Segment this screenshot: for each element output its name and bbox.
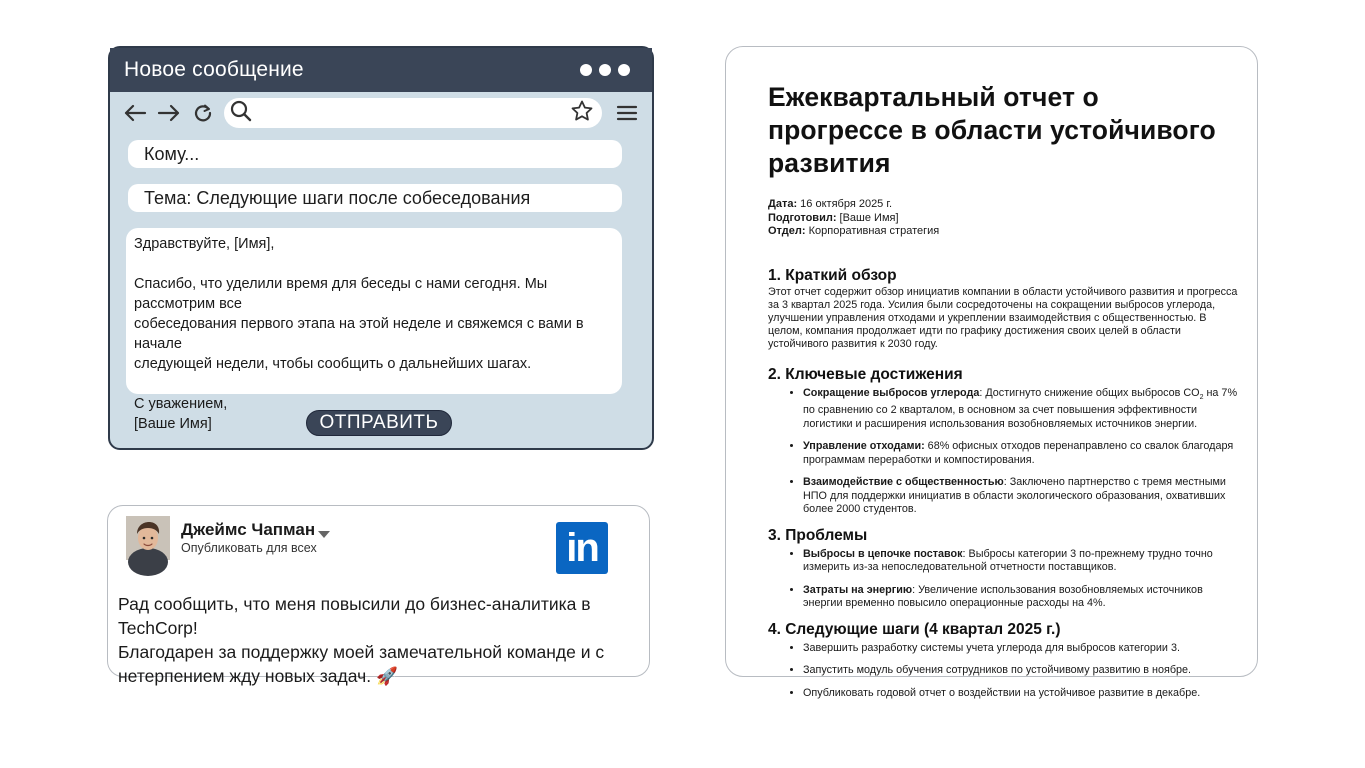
list-item: [803, 440, 1238, 467]
meta-prepared: [768, 212, 1238, 226]
more-options-icon[interactable]: [580, 64, 630, 76]
item-text: : Заключено партнерство с тремя местными НПО для поддержки инициатив в области экологического образования, охвативших более 2000 студентов.: [803, 476, 1226, 516]
search-icon: [230, 100, 252, 127]
dot: [618, 64, 630, 76]
reload-icon[interactable]: [188, 98, 218, 128]
back-arrow-icon[interactable]: [120, 98, 150, 128]
post-text[interactable]: [118, 592, 643, 688]
meta-department: [768, 225, 1238, 239]
signature: [Ваше Имя]: [134, 416, 212, 432]
meta-value: Корпоративная стратегия: [805, 225, 940, 237]
list-item: • Завершить разработку системы учета углерода для выбросов категории 3.: [803, 642, 1238, 656]
item-bold: Выбросы в цепочке поставок: [803, 547, 963, 560]
item-text: 68% офисных отходов перенаправлено со свалок благодаря программам переработки и компостирования.: [803, 440, 1234, 466]
caret-down-icon[interactable]: [318, 526, 330, 544]
greeting: Здравствуйте, [Имя],: [134, 236, 275, 252]
body-line: собеседования первого этапа на этой неделе и свяжемся с вами в начале: [134, 316, 584, 352]
item-bold: Сокращение выбросов углерода: [803, 386, 980, 399]
closing: С уважением,: [134, 396, 228, 412]
section-heading: 1. Краткий обзор: [768, 266, 897, 284]
report-title: Ежеквартальный отчет о прогрессе в области устойчивого развития: [768, 82, 1216, 178]
post-line: нетерпением жду новых задач. 🚀: [118, 666, 398, 686]
meta-value: 16 октября 2025 г.: [797, 198, 893, 210]
subject-field[interactable]: [128, 184, 622, 212]
dot: [599, 64, 611, 76]
list-item: [803, 584, 1238, 611]
meta-label: Дата:: [768, 198, 798, 210]
list-item: [803, 548, 1238, 575]
post-line: Рад сообщить, что меня повысили до бизнес-аналитика в TechCorp!: [118, 594, 591, 638]
linkedin-post-card: [107, 505, 650, 686]
achievements-list: [768, 387, 1238, 517]
address-bar[interactable]: [224, 98, 602, 128]
item-bold: Затраты на энергию: [803, 583, 913, 596]
subject-text: Тема: Следующие шаги после собеседования: [144, 187, 531, 208]
meta-value: [Ваше Имя]: [836, 211, 899, 224]
list-item: • Запустить модуль обучения сотрудников по устойчивому развитию в ноябре.: [803, 664, 1238, 678]
item-text: : Выбросы категории 3 по-прежнему трудно точно измерить из-за непоследовательной отчетности поставщиков.: [803, 547, 1213, 574]
meta-label: Подготовил:: [768, 211, 837, 224]
body-line: Спасибо, что уделили время для беседы с нами сегодня. Мы рассмотрим все: [134, 276, 548, 312]
item-text: : Увеличение использования возобновляемых источников энергии временно повысило операционные расходы на 4%.: [803, 583, 1203, 610]
linkedin-logo-icon: [556, 522, 608, 574]
linkedin-logo-text: in: [566, 525, 598, 570]
report-document: [725, 46, 1258, 699]
email-window-title: Новое сообщение: [124, 58, 304, 81]
challenges-list: [768, 548, 1238, 611]
item-text: : Достигнуто снижение общих выбросов CO: [979, 386, 1200, 399]
item-subscript: 2: [1199, 393, 1204, 401]
next-steps-list: [768, 642, 1238, 701]
email-compose-window: [108, 46, 654, 450]
author-name[interactable]: Джеймс Чапман: [181, 520, 316, 539]
section-heading: 4. Следующие шаги (4 квартал 2025 г.): [768, 620, 1061, 638]
section-heading: 3. Проблемы: [768, 526, 868, 544]
body-line: следующей недели, чтобы сообщить о дальнейших шагах.: [134, 356, 532, 372]
to-field[interactable]: [128, 140, 622, 168]
post-line: Благодарен за поддержку моей замечательной команде и с: [118, 642, 605, 662]
browser-toolbar: [110, 92, 652, 134]
to-placeholder: Кому...: [144, 143, 200, 164]
send-button[interactable]: ОТПРАВИТЬ: [306, 410, 452, 436]
menu-icon[interactable]: [612, 98, 642, 128]
avatar[interactable]: [126, 516, 170, 560]
report-meta: [768, 198, 1238, 239]
list-item: [803, 387, 1238, 432]
item-bold: Управление отходами:: [803, 440, 925, 453]
meta-date: [768, 198, 1238, 212]
forward-arrow-icon[interactable]: [154, 98, 184, 128]
bookmark-star-icon[interactable]: [570, 99, 594, 128]
meta-label: Отдел:: [768, 225, 806, 237]
section-paragraph: Этот отчет содержит обзор инициатив компании в области устойчивого развития и прогресса за 3 квартал 2025 года. Усилия были сосредоточены на сокращении выбросов углерода, улучшении управления отходами и укреплении взаимодействия с общественностью. В целом, компания продолжает идти по графику достижения своих целей в области устойчивого развития к 2030 году.: [768, 285, 1238, 351]
list-item: [803, 476, 1238, 517]
dot: [580, 64, 592, 76]
section-heading: 2. Ключевые достижения: [768, 365, 963, 383]
item-bold: Взаимодействие с общественностью: [803, 476, 1004, 489]
email-titlebar: [110, 48, 652, 92]
visibility-setting[interactable]: Опубликовать для всех: [181, 541, 317, 555]
list-item: • Опубликовать годовой отчет о воздействии на устойчивое развитие в декабре.: [803, 687, 1238, 701]
item-text: на 7% по сравнению со 2 кварталом, в основном за счет повышения эффективности логистики и расширения использования возобновляемых источников энергии.: [803, 386, 1238, 430]
